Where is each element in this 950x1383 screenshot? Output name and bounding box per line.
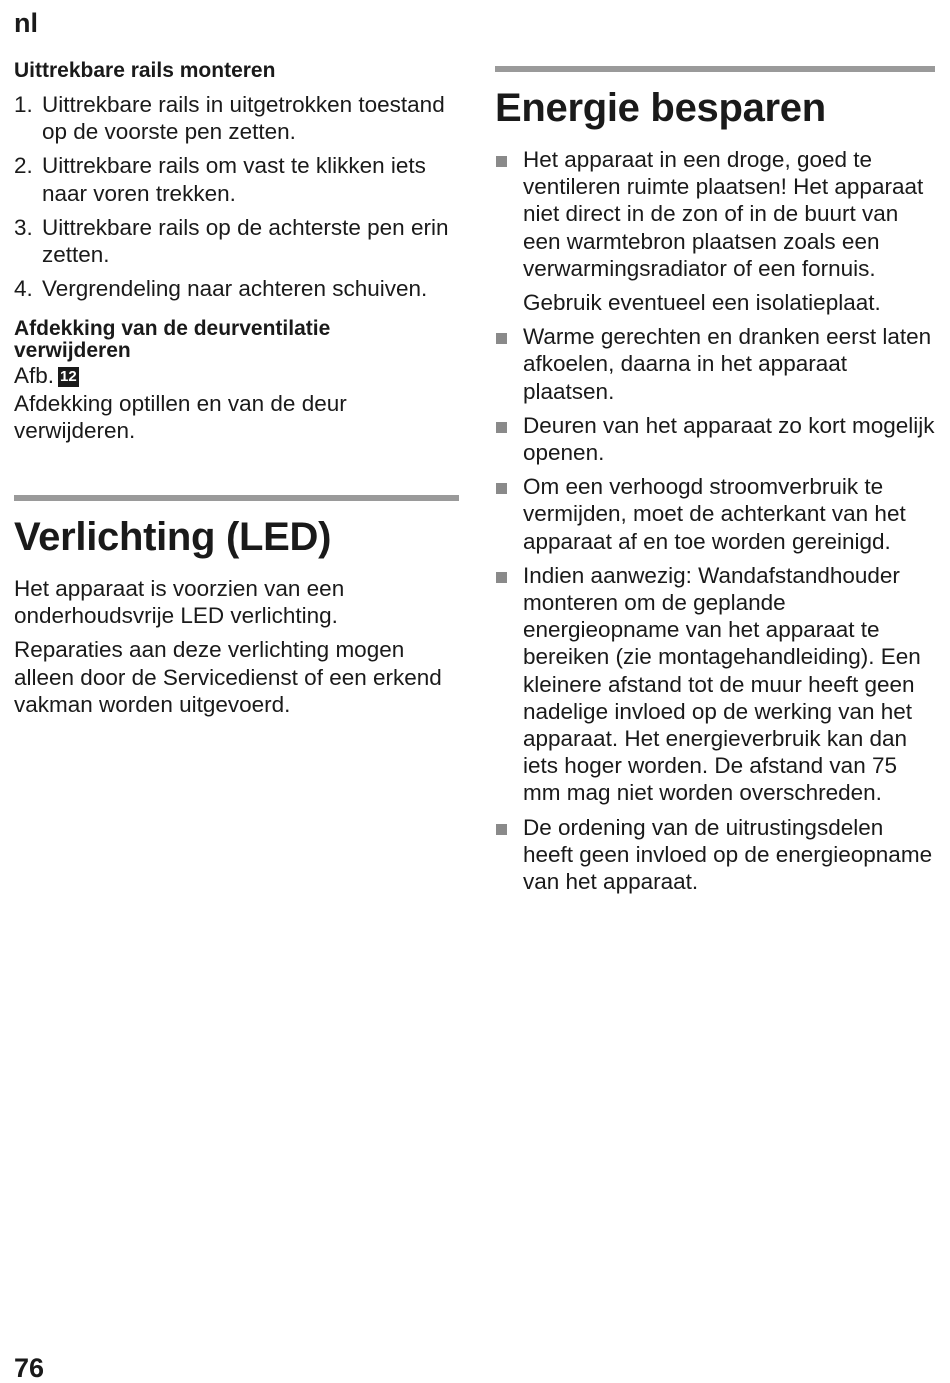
step-number: 2. [14,153,33,179]
step-item [14,214,459,268]
step-text: Vergrendeling naar achteren schuiven. [42,276,428,302]
section-divider [495,66,935,72]
bullet-square-icon [496,156,507,167]
tip-text: Deuren van het apparaat zo kort mogelijk openen. [523,412,935,466]
step-item [14,152,459,206]
rails-heading: Uittrekbare rails monteren [14,59,276,82]
lighting-title: Verlichting (LED) [14,515,332,560]
step-number: 3. [14,214,33,240]
energy-tips-list [495,146,935,895]
list-item [495,473,935,555]
figure-label: Afb. [14,363,55,389]
step-item [14,275,459,302]
right-column [495,66,935,902]
list-item [495,412,935,466]
lighting-paragraph: Het apparaat is voorzien van een onderhoudsvrije LED verlichting. [14,576,345,629]
step-number: 4. [14,276,33,302]
language-code: nl [14,8,38,38]
energy-title: Energie besparen [495,86,826,130]
bullet-square-icon [496,824,507,835]
cover-heading: Afdekking van de deurventilatie verwijderen [14,317,331,363]
section-divider [14,495,459,501]
step-text: Uittrekbare rails om vast te klikken iets naar voren trekken. [42,153,426,206]
bullet-square-icon [496,572,507,583]
step-item [14,91,459,145]
step-number: 1. [14,92,33,117]
cover-instruction: Afdekking optillen en van de deur verwijderen. [14,390,347,443]
figure-reference [14,362,459,389]
list-item [495,814,935,896]
tip-extra-text: Gebruik eventueel een isolatieplaat. [523,290,881,316]
page-number: 76 [14,1353,45,1383]
step-text: Uittrekbare rails op de achterste pen erin zetten. [42,214,449,268]
tip-text: Warme gerechten en dranken eerst laten afkoelen, daarna in het apparaat plaatsen. [523,324,932,404]
list-item [495,562,935,807]
left-column [14,60,459,718]
bullet-square-icon [496,483,507,494]
bullet-square-icon [496,333,507,344]
figure-number-badge: 12 [60,368,77,386]
step-text: Uittrekbare rails in uitgetrokken toestand op de voorste pen zetten. [42,92,445,145]
list-item [495,323,935,405]
lighting-paragraph: Reparaties aan deze verlichting mogen alleen door de Servicedienst of een erkend vakman worden uitgevoerd. [14,637,442,717]
bullet-square-icon [496,422,507,433]
list-item [495,146,935,316]
rails-steps [14,91,459,302]
tip-text: Om een verhoogd stroomverbruik te vermijden, moet de achterkant van het apparaat af en toe worden gereinigd. [523,474,906,554]
tip-text: Indien aanwezig: Wandafstandhouder monteren om de geplande energieopname van het apparaat te bereiken (zie montagehandleiding). Een kleinere afstand tot de muur heeft geen nadelige invloed op de werking van het apparaat. Het energieverbruik kan dan iets hoger worden. De afstand van 75 mm mag niet worden overschreden. [523,562,921,806]
tip-text: Het apparaat in een droge, goed te ventileren ruimte plaatsen! Het apparaat niet direct in de zon of in de buurt van een warmtebron plaatsen zoals een verwarmingsradiator of een fornuis. [523,147,924,281]
tip-text: De ordening van de uitrustingsdelen heeft geen invloed op de energieopname van het apparaat. [523,814,933,895]
